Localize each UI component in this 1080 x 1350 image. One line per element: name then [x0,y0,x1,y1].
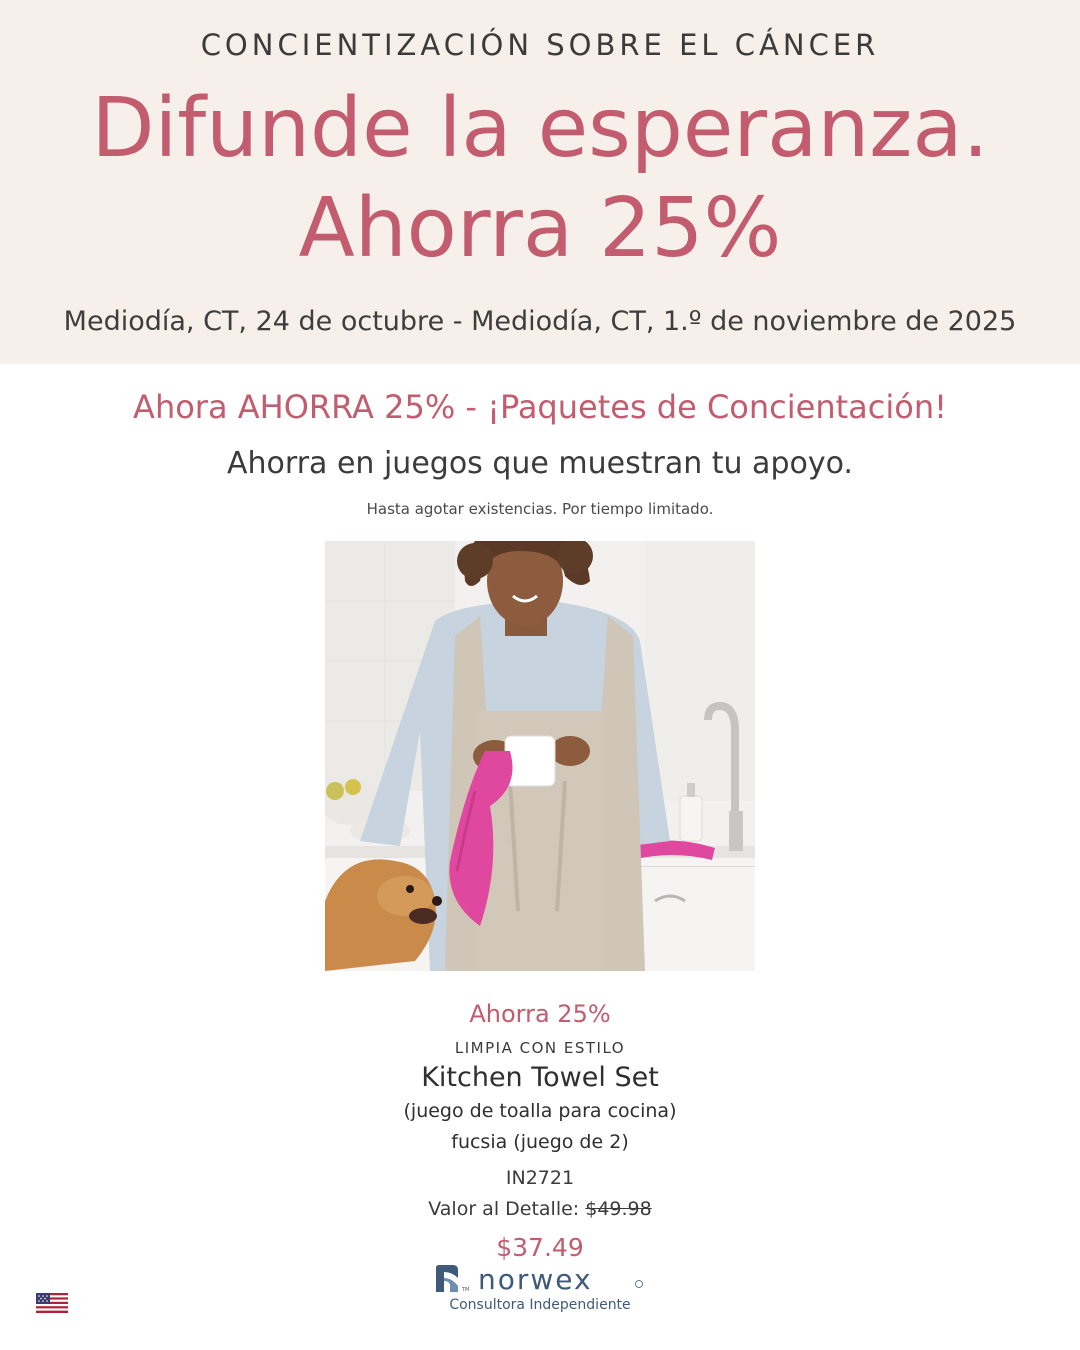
save-label: Ahorra 25% [469,1000,611,1028]
svg-text:TM: TM [462,1287,470,1293]
retail-label: Valor al Detalle: [428,1198,580,1220]
retail-price: $49.98 [585,1198,652,1220]
hero-banner [0,0,1080,364]
product-sku: IN2721 [505,1167,575,1189]
brand-wordmark: norwex [478,1264,593,1294]
promo-subtitle: Ahorra en juegos que muestran tu apoyo. [227,446,853,481]
consultant-label: Consultora Independiente [449,1297,631,1313]
retail-value [0,1198,1080,1220]
headline-line1: Difunde la esperanza. [91,81,989,176]
product-line: LIMPIA CON ESTILO [454,1039,626,1057]
promo-title: Ahora AHORRA 25% - ¡Paquetes de Concientación! [133,388,947,426]
us-flag-icon [36,1293,68,1313]
hero-eyebrow: CONCIENTIZACIÓN SOBRE EL CÁNCER [200,28,880,62]
promo-dates: Mediodía, CT, 24 de octubre - Mediodía, CT, 1.º de noviembre de 2025 [63,306,1017,337]
headline-line2: Ahorra 25% [298,181,782,276]
product-name: Kitchen Towel Set [421,1062,659,1093]
product-description-line1: (juego de toalla para cocina) [403,1100,677,1122]
norwex-logo-icon [434,1264,648,1294]
promo-note: Hasta agotar existencias. Por tiempo limitado. [366,500,714,518]
product-photo [325,541,755,971]
product-description-line2: fucsia (juego de 2) [451,1131,629,1153]
sale-price: $37.49 [496,1233,584,1262]
